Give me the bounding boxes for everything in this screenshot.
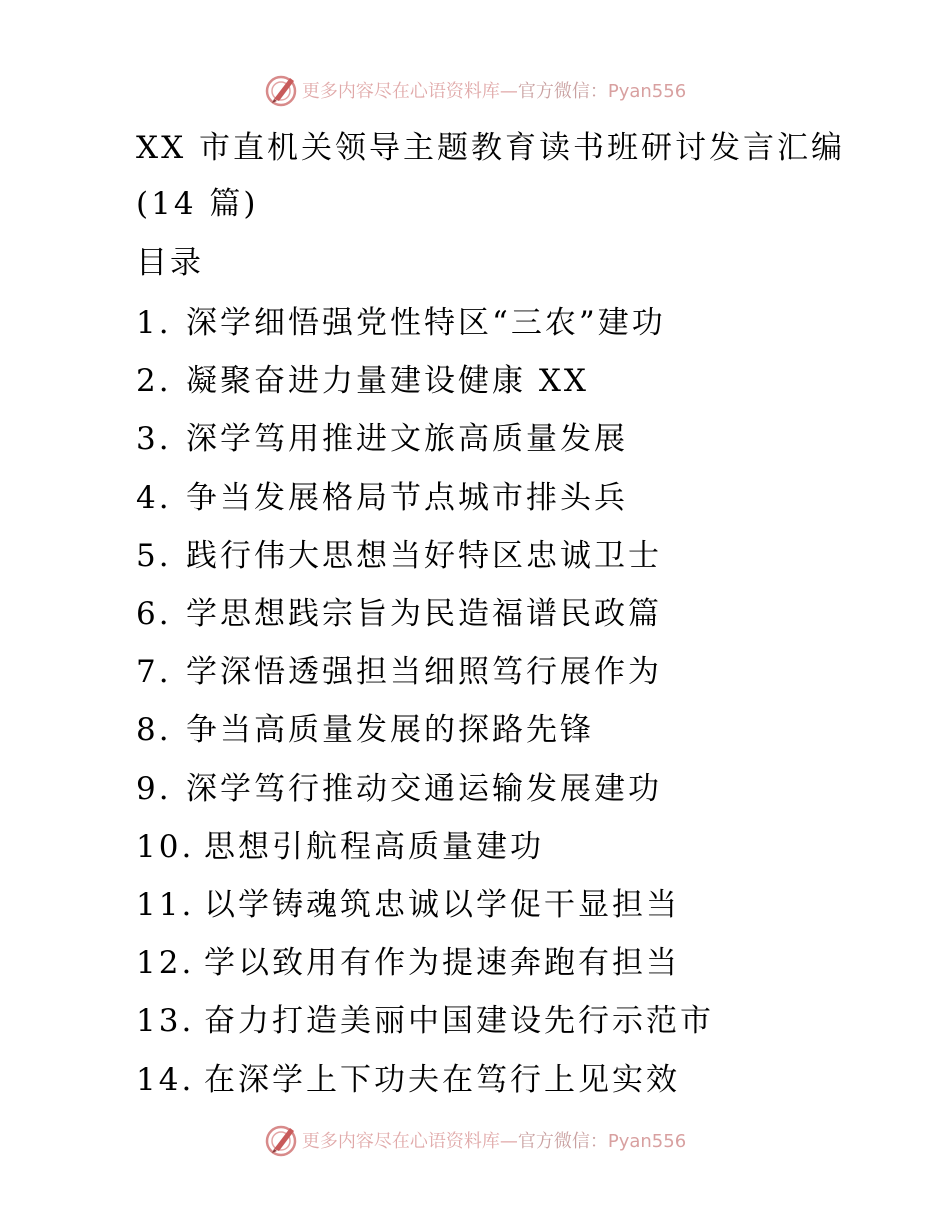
watermark-dash: —	[499, 1131, 518, 1152]
toc-list	[136, 294, 856, 1109]
toc-item-number: 13.	[136, 1003, 195, 1040]
watermark-text	[302, 77, 686, 103]
watermark-wechat-id: Pyan556	[607, 81, 687, 102]
watermark-group	[264, 72, 686, 108]
toc-item-text: 在深学上下功夫在笃行上见实效	[204, 1061, 680, 1098]
toc-item	[136, 701, 856, 759]
pen-seal-logo-icon	[264, 72, 300, 108]
toc-item-number: 9.	[136, 770, 172, 807]
toc-item-text: 思想引航程高质量建功	[204, 828, 544, 865]
toc-item-number: 12.	[136, 945, 195, 982]
watermark-official-label: 官方微信：	[517, 81, 608, 102]
watermark-group	[264, 1122, 686, 1158]
toc-item-text: 争当发展格局节点城市排头兵	[186, 479, 628, 516]
toc-item	[136, 352, 856, 410]
watermark-dash: —	[499, 81, 518, 102]
toc-item-number: 4.	[136, 479, 172, 516]
document-body	[136, 120, 856, 1109]
toc-item-text: 争当高质量发展的探路先锋	[186, 712, 594, 749]
toc-item-text: 深学细悟强党性特区“三农”建功	[186, 305, 666, 341]
toc-item-text: 深学笃行推动交通运输发展建功	[186, 770, 662, 807]
toc-item-text: 学思想践宗旨为民造福谱民政篇	[186, 596, 662, 633]
toc-item-number: 11.	[136, 887, 195, 924]
toc-item	[136, 760, 856, 818]
toc-item-text: 凝聚奋进力量建设健康 XX	[186, 363, 589, 400]
pen-seal-logo-icon	[264, 1122, 300, 1158]
toc-item-text: 以学铸魂筑忠诚以学促干显担当	[204, 887, 680, 924]
footer-watermark	[0, 1120, 950, 1160]
toc-item-number: 5.	[136, 537, 172, 574]
toc-item-number: 7.	[136, 654, 172, 691]
toc-item	[136, 876, 856, 934]
toc-item	[136, 527, 856, 585]
document-title	[136, 120, 856, 232]
toc-item	[136, 934, 856, 992]
header-watermark	[0, 70, 950, 110]
toc-item-text: 深学笃用推进文旅高质量发展	[186, 421, 628, 458]
toc-item	[136, 410, 856, 468]
document-title-line2: (14 篇)	[136, 186, 259, 222]
document-title-line1: XX 市直机关领导主题教育读书班研讨发言汇编	[136, 130, 845, 166]
toc-item-text: 践行伟大思想当好特区忠诚卫士	[186, 537, 662, 574]
watermark-official-label: 官方微信：	[517, 1131, 608, 1152]
watermark-main-text: 更多内容尽在心语资料库	[301, 1131, 500, 1152]
watermark-text	[302, 1127, 686, 1153]
toc-item-number: 10.	[136, 828, 195, 865]
toc-item-text: 奋力打造美丽中国建设先行示范市	[204, 1003, 714, 1040]
toc-heading: 目录	[136, 245, 204, 281]
toc-item-text: 学以致用有作为提速奔跑有担当	[204, 945, 680, 982]
toc-item	[136, 469, 856, 527]
toc-item-number: 3.	[136, 421, 172, 458]
toc-item-number: 1.	[136, 305, 172, 341]
toc-item	[136, 1051, 856, 1109]
toc-item-number: 8.	[136, 712, 172, 749]
toc-item	[136, 585, 856, 643]
toc-item-number: 14.	[136, 1061, 195, 1098]
toc-item	[136, 643, 856, 701]
toc-item	[136, 818, 856, 876]
toc-item-number: 6.	[136, 596, 172, 633]
toc-item	[136, 294, 856, 352]
toc-item-text: 学深悟透强担当细照笃行展作为	[186, 654, 662, 691]
toc-item	[136, 992, 856, 1050]
toc-item-number: 2.	[136, 363, 172, 400]
watermark-wechat-id: Pyan556	[607, 1131, 687, 1152]
watermark-main-text: 更多内容尽在心语资料库	[301, 81, 500, 102]
